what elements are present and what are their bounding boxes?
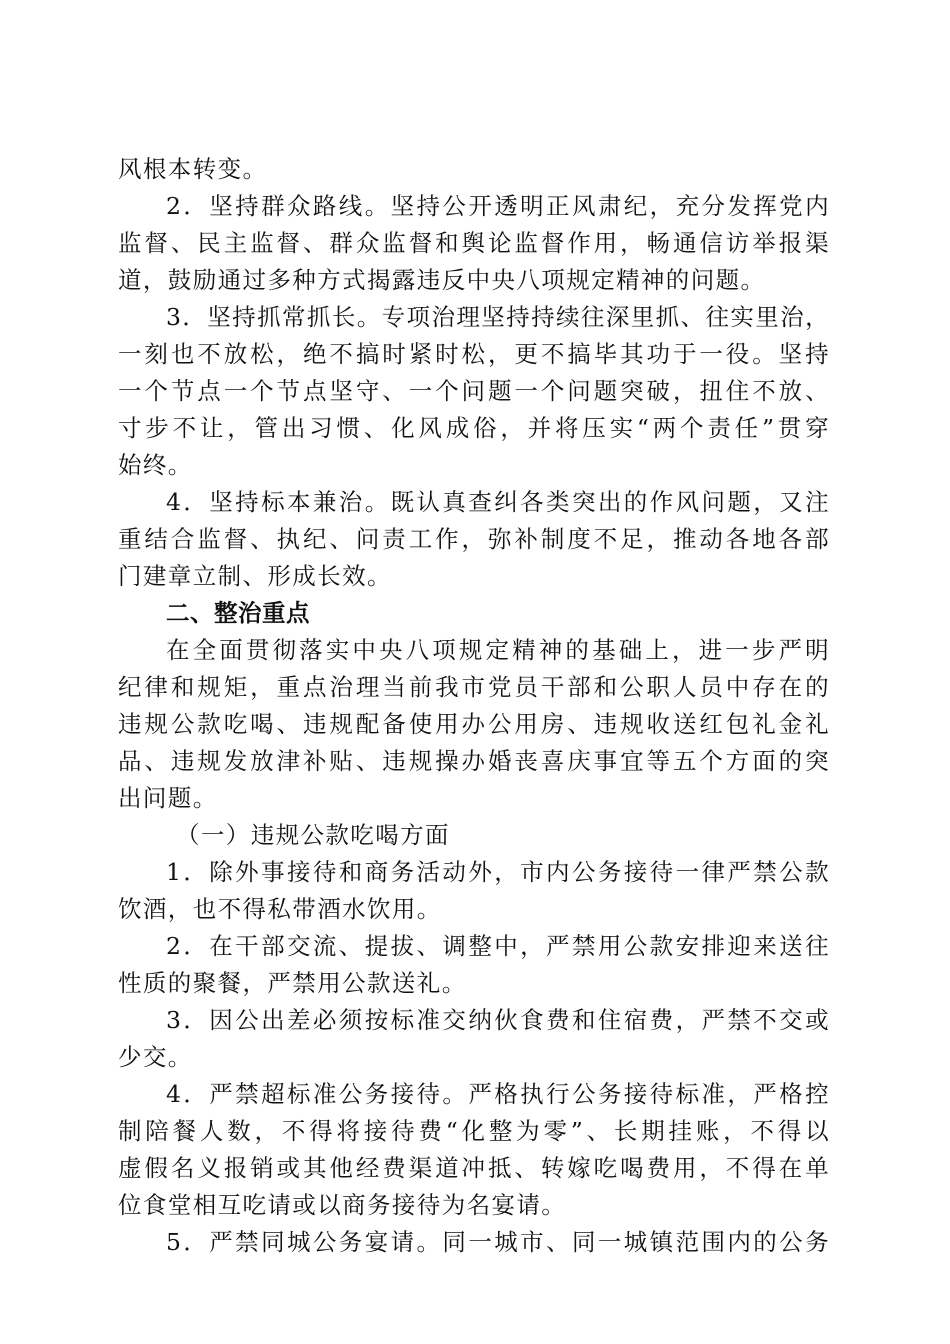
paragraph-line: 4．严禁超标准公务接待。严格执行公务接待标准，严格控	[166, 1080, 830, 1108]
paragraph-line: 少交。	[118, 1043, 193, 1071]
paragraph-line: 纪律和规矩，重点治理当前我市党员干部和公职人员中存在的	[118, 673, 830, 701]
paragraph-line: 饮酒，也不得私带酒水饮用。	[118, 895, 442, 923]
paragraph-line: 2．坚持群众路线。坚持公开透明正风肃纪，充分发挥党内	[166, 192, 830, 220]
section-heading: 二、整治重点	[166, 599, 310, 627]
paragraph-line: 品、违规发放津补贴、违规操办婚丧喜庆事宜等五个方面的突	[118, 747, 830, 775]
paragraph-line: 道，鼓励通过多种方式揭露违反中央八项规定精神的问题。	[118, 266, 766, 294]
paragraph-line: 一个节点一个节点坚守、一个问题一个问题突破，扭住不放、	[118, 377, 830, 405]
subsection-heading: （一）违规公款吃喝方面	[176, 821, 450, 849]
paragraph-line: 出问题。	[118, 784, 218, 812]
paragraph-line: 在全面贯彻落实中央八项规定精神的基础上，进一步严明	[166, 636, 830, 664]
paragraph-line: 一刻也不放松，绝不搞时紧时松，更不搞毕其功于一役。坚持	[118, 340, 830, 368]
paragraph-line: 位食堂相互吃请或以商务接待为名宴请。	[118, 1191, 567, 1219]
paragraph-line: 重结合监督、执纪、问责工作，弥补制度不足，推动各地各部	[118, 525, 830, 553]
paragraph-line: 监督、民主监督、群众监督和舆论监督作用，畅通信访举报渠	[118, 229, 830, 257]
paragraph-line: 门建章立制、形成长效。	[118, 562, 392, 590]
paragraph-line: 5．严禁同城公务宴请。同一城市、同一城镇范围内的公务	[166, 1228, 830, 1256]
paragraph-line: 虚假名义报销或其他经费渠道冲抵、转嫁吃喝费用，不得在单	[118, 1154, 830, 1182]
paragraph-line: 违规公款吃喝、违规配备使用办公用房、违规收送红包礼金礼	[118, 710, 830, 738]
paragraph-line: 2．在干部交流、提拔、调整中，严禁用公款安排迎来送往	[166, 932, 830, 960]
paragraph-line: 3．坚持抓常抓长。专项治理坚持持续往深里抓、往实里治，	[166, 303, 830, 331]
paragraph-line: 风根本转变。	[118, 155, 268, 183]
paragraph-line: 制陪餐人数，不得将接待费“化整为零”、长期挂账，不得以	[118, 1117, 830, 1145]
paragraph-line: 1．除外事接待和商务活动外，市内公务接待一律严禁公款	[166, 858, 830, 886]
paragraph-line: 3．因公出差必须按标准交纳伙食费和住宿费，严禁不交或	[166, 1006, 830, 1034]
paragraph-line: 始终。	[118, 451, 193, 479]
paragraph-line: 性质的聚餐，严禁用公款送礼。	[118, 969, 467, 997]
paragraph-line: 寸步不让，管出习惯、化风成俗，并将压实“两个责任”贯穿	[118, 414, 830, 442]
paragraph-line: 4．坚持标本兼治。既认真查纠各类突出的作风问题，又注	[166, 488, 830, 516]
